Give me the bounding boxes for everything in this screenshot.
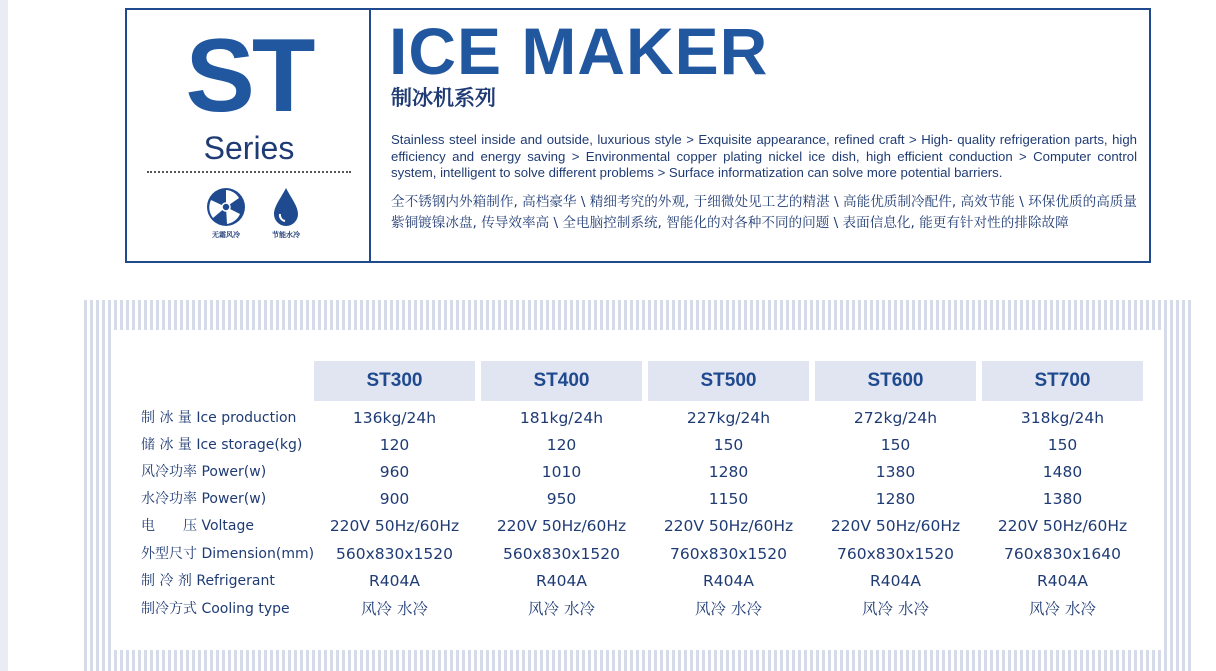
- spec-cell: 220V 50Hz/60Hz: [997, 517, 1128, 535]
- spec-cell: 1280: [875, 490, 916, 508]
- fan-icon: [205, 186, 247, 228]
- spec-cell: 1480: [1042, 463, 1083, 481]
- spec-cell: 1280: [708, 463, 749, 481]
- spec-row-label: 制冷方式 Cooling type: [141, 601, 290, 617]
- model-header-st600: ST600: [815, 361, 976, 401]
- spec-cell: 风冷 水冷: [361, 600, 428, 618]
- model-header-st500: ST500: [648, 361, 809, 401]
- spec-row-label: 电 压 Voltage: [141, 518, 254, 534]
- model-header-st400: ST400: [481, 361, 642, 401]
- spec-cell: 760x830x1520: [837, 545, 954, 563]
- spec-cell: R404A: [870, 572, 921, 590]
- spec-cell: 150: [1047, 436, 1078, 454]
- spec-row-label: 制 冷 剂 Refrigerant: [141, 573, 275, 589]
- title-area: [389, 10, 1139, 261]
- series-code: ST: [185, 18, 313, 134]
- product-subtitle: 制冰机系列: [391, 86, 496, 110]
- model-header-st300: ST300: [314, 361, 475, 401]
- series-word: Series: [203, 130, 295, 166]
- spec-row-label: 风冷功率 Power(w): [141, 464, 267, 480]
- spec-row-label: 外型尺寸 Dimension(mm): [141, 546, 315, 562]
- spec-cell: 272kg/24h: [853, 409, 938, 427]
- spec-cell: 1380: [875, 463, 916, 481]
- spec-cell: 220V 50Hz/60Hz: [496, 517, 627, 535]
- spec-cell: 227kg/24h: [686, 409, 771, 427]
- spec-cell: 760x830x1520: [670, 545, 787, 563]
- spec-cell: 120: [546, 436, 577, 454]
- product-title: ICE MAKER: [389, 14, 769, 88]
- feature-label-air: 无霜风冷: [212, 231, 240, 239]
- spec-row-label: 储 冰 量 Ice storage(kg): [141, 437, 303, 453]
- spec-row-label: 水冷功率 Power(w): [141, 491, 267, 507]
- spec-cell: 风冷 水冷: [1029, 600, 1096, 618]
- spec-cell: 560x830x1520: [336, 545, 453, 563]
- description-chinese: 全不锈钢内外箱制作, 高档豪华 \ 精细考究的外观, 于细微处见工艺的精湛 \ 高能优质制冷配件, 高效节能 \ 环保优质的高质量紫铜镀镍冰盘, 传导效率高 \ 全电脑控制系统, 智能化的对各种不同的问题 \ 表面信息化, 能更有针对性的排除故障: [391, 194, 1137, 231]
- spec-cell: 120: [379, 436, 410, 454]
- spec-cell: 220V 50Hz/60Hz: [329, 517, 460, 535]
- spec-cell: R404A: [1037, 572, 1088, 590]
- spec-cell: 风冷 水冷: [695, 600, 762, 618]
- dotted-divider: [147, 171, 351, 173]
- spec-cell: 318kg/24h: [1020, 409, 1105, 427]
- series-badge: [127, 10, 371, 261]
- spec-cell: 181kg/24h: [519, 409, 604, 427]
- spec-cell: 960: [379, 463, 410, 481]
- feature-icons: [199, 186, 319, 246]
- model-header-st700: ST700: [982, 361, 1143, 401]
- spec-cell: R404A: [703, 572, 754, 590]
- spec-cell: 560x830x1520: [503, 545, 620, 563]
- description-english: Stainless steel inside and outside, luxurious style > Exquisite appearance, refined craft > High- quality refrigeration parts, high efficiency and energy saving > Environmental copper plating nickel ice dish, high efficient conduction > Computer control system, intelligent to solve different problems > Surface informatization can solve more potential barriers.: [391, 132, 1137, 180]
- spec-cell: 风冷 水冷: [528, 600, 595, 618]
- spec-cell: R404A: [536, 572, 587, 590]
- water-drop-icon: [271, 186, 301, 228]
- product-header: [125, 8, 1151, 263]
- spec-cell: 950: [546, 490, 577, 508]
- spec-cell: 220V 50Hz/60Hz: [663, 517, 794, 535]
- spec-cell: R404A: [369, 572, 420, 590]
- feature-label-water: 节能水冷: [272, 231, 300, 239]
- spec-table: [114, 330, 1164, 650]
- spec-cell: 150: [880, 436, 911, 454]
- spec-cell: 150: [713, 436, 744, 454]
- spec-cell: 220V 50Hz/60Hz: [830, 517, 961, 535]
- spec-cell: 1150: [708, 490, 749, 508]
- spec-panel: [84, 300, 1194, 671]
- spec-row-label: 制 冰 量 Ice production: [141, 410, 297, 426]
- page-edge-strip: [0, 0, 8, 671]
- spec-cell: 760x830x1640: [1004, 545, 1121, 563]
- spec-cell: 1010: [541, 463, 582, 481]
- spec-cell: 1380: [1042, 490, 1083, 508]
- spec-cell: 136kg/24h: [352, 409, 437, 427]
- spec-cell: 风冷 水冷: [862, 600, 929, 618]
- spec-cell: 900: [379, 490, 410, 508]
